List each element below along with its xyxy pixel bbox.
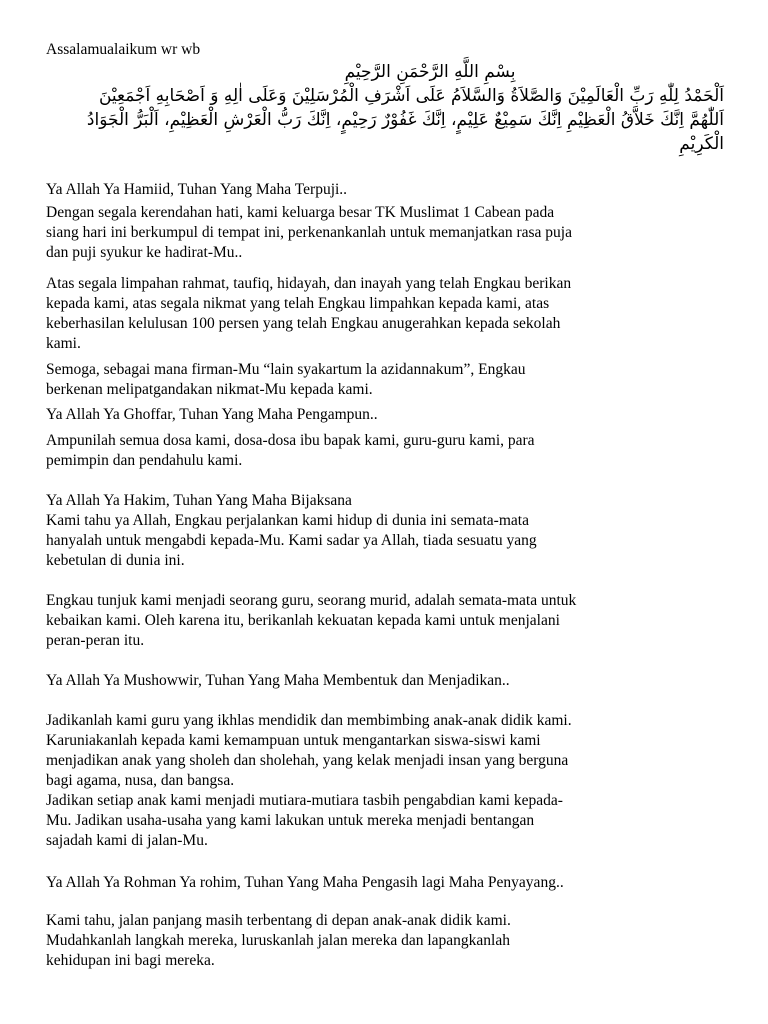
- paragraph-forgiveness: Ampunilah semua dosa kami, dosa-dosa ibu bapak kami, guru-guru kami, para pemimpin dan pendahulu kami.: [46, 432, 535, 469]
- paragraph-firman: Semoga, sebagai mana firman-Mu “lain syakartum la azidannakum”, Engkau berkenan melipatgandakan nikmat-Mu kepada kami.: [46, 361, 526, 398]
- greeting: Assalamualaikum wr wb: [46, 41, 201, 58]
- paragraph-students-path: Kami tahu, jalan panjang masih terbentang di depan anak-anak didik kami. Mudahkanlah langkah mereka, luruskanlah jalan mereka dan lapangkanlah kehidupan ini bagi mereka.: [46, 912, 511, 969]
- paragraph-rohman-heading: Ya Allah Ya Rohman Ya rohim, Tuhan Yang Maha Pengasih lagi Maha Penyayang..: [46, 874, 564, 891]
- arabic-hamdalah-line: اَلْحَمْدُ لِلّٰهِ رَبِّ الْعَالَمِيْنَ وَالصَّلاَةُ وَالسَّلاَمُ عَلَى اَشْرَفِ الْمُرْسَلِيْنَ وَعَلَى اٰلِهِ وَ اَصْحَابِهِ اَجْمَعِيْنَ: [98, 86, 724, 106]
- arabic-prayer-line-end: الْكَرِيْمِ: [679, 134, 724, 154]
- paragraph-role: Engkau tunjuk kami menjadi seorang guru, seorang murid, adalah semata-mata untuk kebaikan kami. Oleh karena itu, berikanlah kekuatan kepada kami untuk menjalani peran-peran itu.: [46, 592, 577, 649]
- arabic-prayer-line: اَللّٰهُمَّ اِنَّكَ خَلاَّقُ الْعَظِيْمِ اِنَّكَ سَمِيْعٌ عَلِيْمٍ، اِنَّكَ غَفُوْرٌ رَحِيْمٍ، اِنَّكَ رَبُّ الْعَرْشِ الْعَظِيْمِ، اَلْبَرُّ الْجَوَادُ: [86, 110, 724, 130]
- paragraph-teachers: Jadikanlah kami guru yang ikhlas mendidik dan membimbing anak-anak didik kami. Karuniakanlah kepada kami kemampuan untuk mengantarkan siswa-siswi kami menjadikan anak yang sholeh dan sholehah, yang kelak menjadi insan yang berguna bagi agama, nusa, dan bangsa. Jadikan setiap anak kami menjadi mutiara-mutiara tasbih pengabdian kami kepada- Mu. Jadikan usaha-usaha yang kami lakukan untuk mereka menjadi bentangan sajadah kami di jalan-Mu.: [46, 712, 572, 849]
- paragraph-gratitude: Atas segala limpahan rahmat, taufiq, hidayah, dan inayah yang telah Engkau berikan kepada kami, atas segala nikmat yang telah Engkau limpahkan kepada kami, atas keberhasilan kelulusan 100 persen yang telah Engkau anugerahkan kepada sekolah kami.: [46, 275, 572, 352]
- paragraph-hamiid-heading: Ya Allah Ya Hamiid, Tuhan Yang Maha Terpuji..: [46, 181, 348, 198]
- paragraph-ghoffar-heading: Ya Allah Ya Ghoffar, Tuhan Yang Maha Pengampun..: [46, 406, 378, 423]
- arabic-basmalah: بِسْمِ اللَّهِ الرَّحْمَنِ الرَّحِيْمِ: [344, 62, 516, 82]
- paragraph-opening: Dengan segala kerendahan hati, kami keluarga besar TK Muslimat 1 Cabean pada siang hari ini berkumpul di tempat ini, perkenankanlah untuk memanjatkan rasa puja dan puji syukur ke hadirat-Mu..: [46, 204, 572, 261]
- paragraph-mushowwir-heading: Ya Allah Ya Mushowwir, Tuhan Yang Maha Membentuk dan Menjadikan..: [46, 672, 510, 689]
- paragraph-hakim: Ya Allah Ya Hakim, Tuhan Yang Maha Bijaksana Kami tahu ya Allah, Engkau perjalankan kami hidup di dunia ini semata-mata hanyalah untuk mengabdi kepada-Mu. Kami sadar ya Allah, tiada sesuatu yang kebetulan di dunia ini.: [46, 492, 537, 569]
